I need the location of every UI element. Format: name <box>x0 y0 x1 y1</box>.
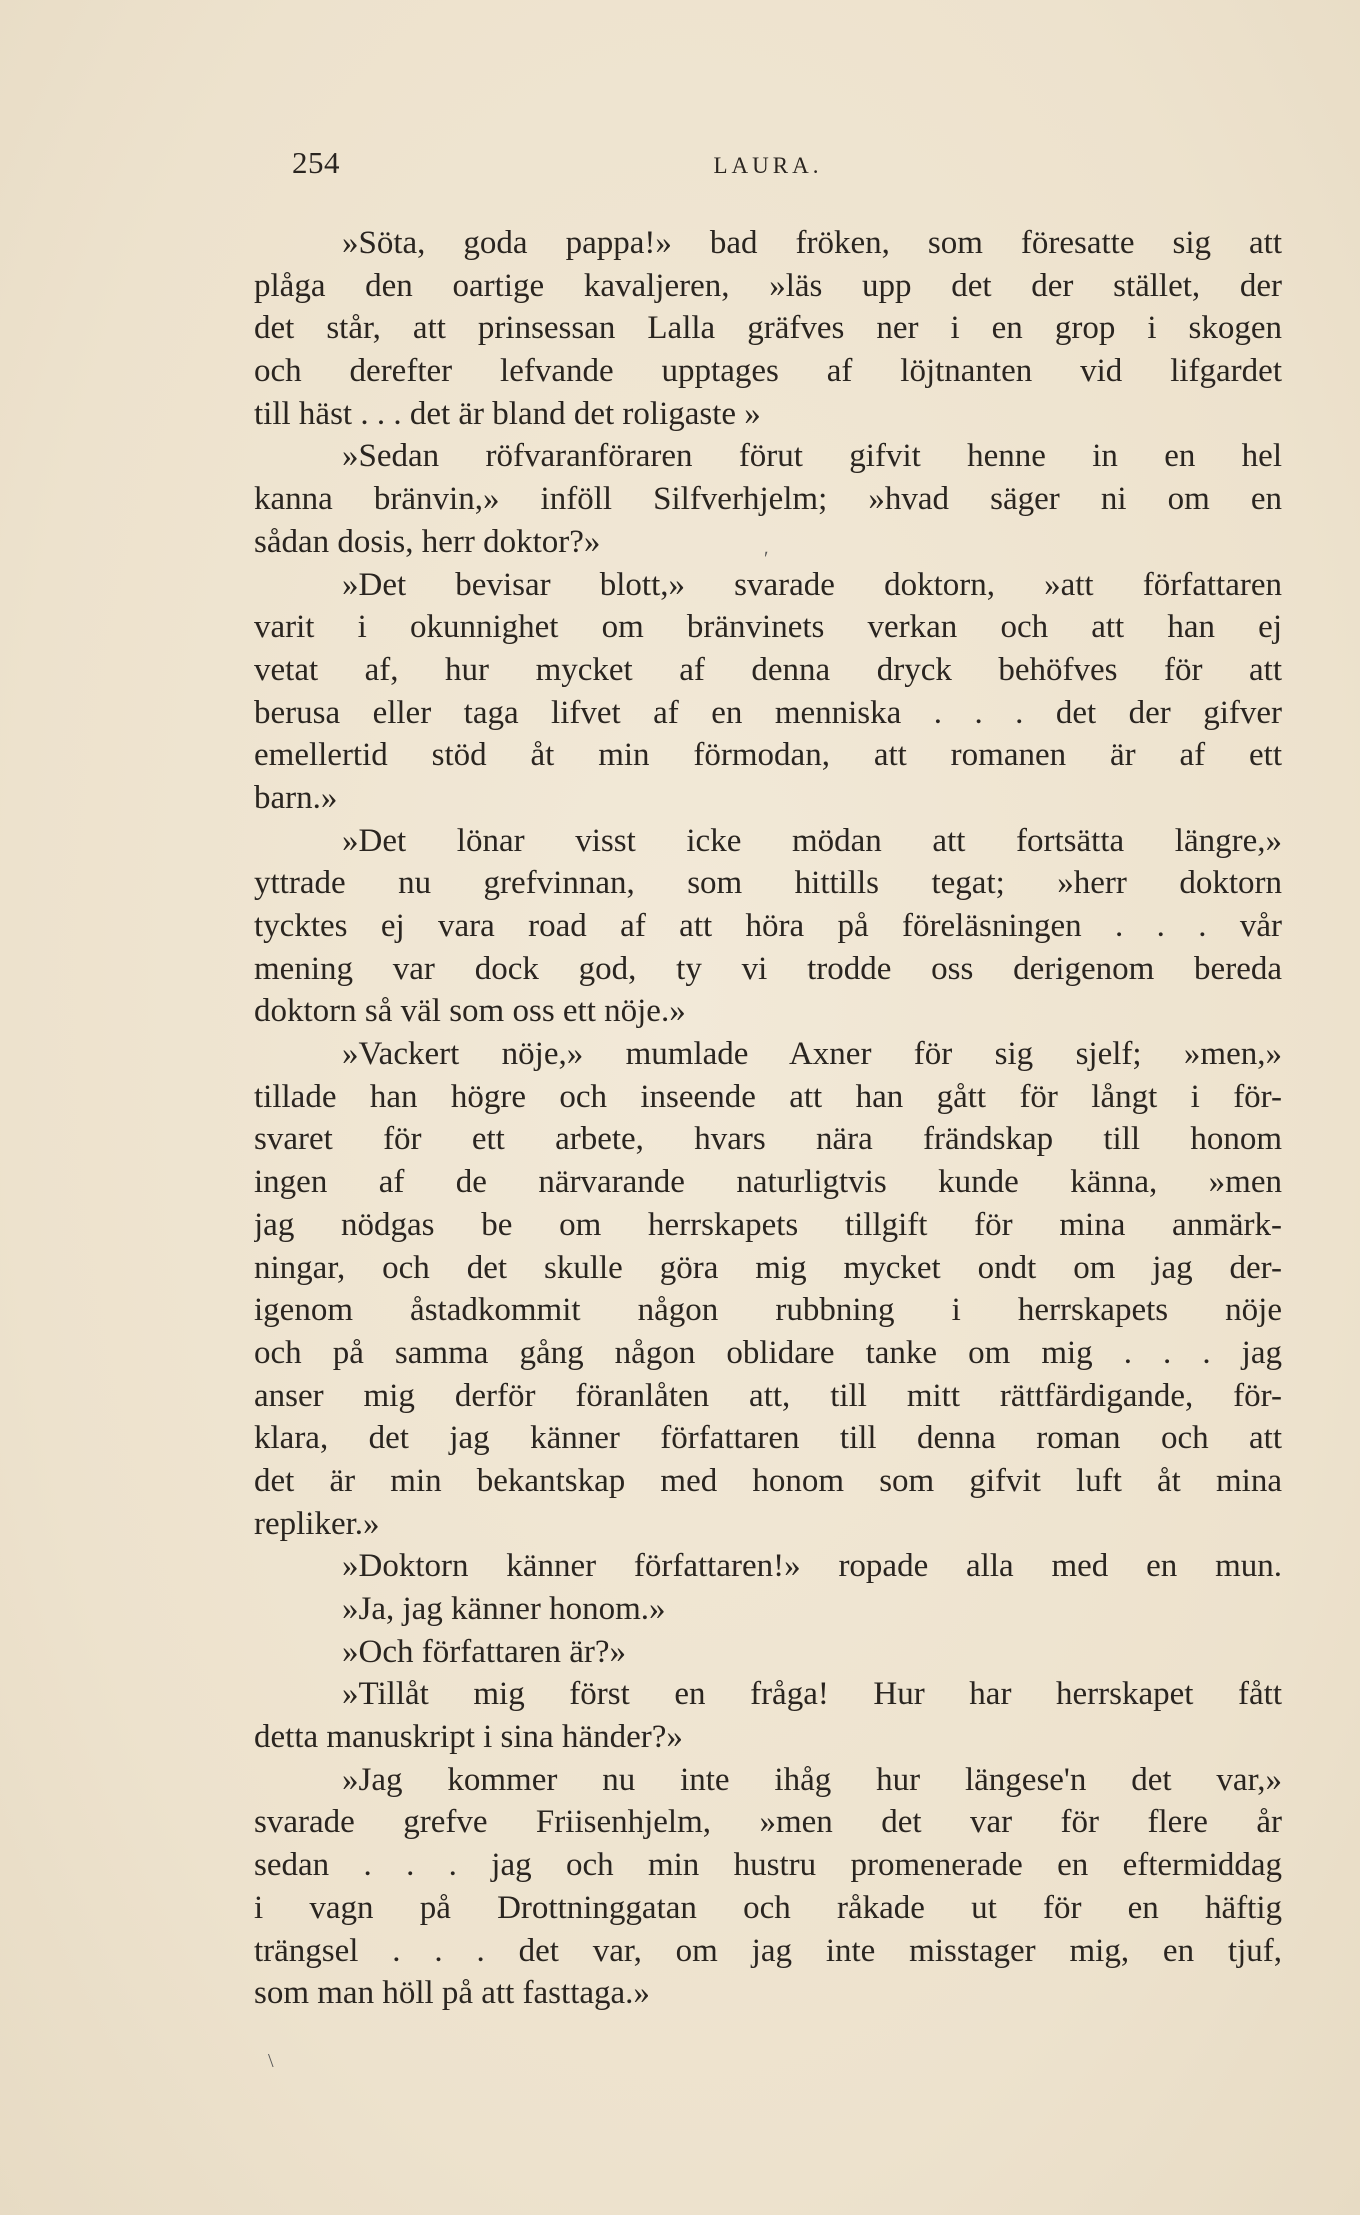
text-line: »Det lönar visst icke mödan att fortsätta längre,» <box>342 822 1282 859</box>
text-line: till häst . . . det är bland det roligaste » <box>254 395 761 432</box>
text-line: »Doktorn känner författaren!» ropade alla med en mun. <box>342 1548 1282 1585</box>
text-line: sedan . . . jag och min hustru promenerade en eftermiddag <box>254 1847 1282 1884</box>
text-line: »Och författaren är?» <box>342 1633 626 1670</box>
text-line: »Jag kommer nu inte ihåg hur längese'n det var,» <box>342 1761 1282 1798</box>
text-line: kanna bränvin,» inföll Silfverhjelm; »hvad säger ni om en <box>254 481 1282 518</box>
text-line: detta manuskript i sina händer?» <box>254 1719 683 1756</box>
text-line: plåga den oartige kavaljeren, »läs upp det der stället, der <box>254 267 1282 304</box>
text-line: »Vackert nöje,» mumlade Axner för sig sjelf; »men,» <box>342 1036 1282 1073</box>
text-line: det står, att prinsessan Lalla gräfves ner i en grop i skogen <box>254 310 1282 347</box>
text-line: doktorn så väl som oss ett nöje.» <box>254 993 686 1030</box>
print-speck: \ <box>268 2050 274 2072</box>
text-line: emellertid stöd åt min förmodan, att romanen är af ett <box>254 737 1282 774</box>
text-line: barn.» <box>254 779 338 816</box>
text-line: anser mig derför föranlåten att, till mitt rättfärdigande, för- <box>254 1377 1282 1414</box>
print-speck: ʹ <box>764 548 769 570</box>
text-line: och derefter lefvande upptages af löjtnanten vid lifgardet <box>254 353 1282 390</box>
text-line: varit i okunnighet om bränvinets verkan och att han ej <box>254 609 1282 646</box>
text-line: »Det bevisar blott,» svarade doktorn, »att författaren <box>342 566 1282 603</box>
text-line: svaret för ett arbete, hvars nära frändskap till honom <box>254 1121 1282 1158</box>
text-line: berusa eller taga lifvet af en menniska . . . det der gifver <box>254 694 1282 731</box>
running-title: LAURA. <box>713 153 823 178</box>
text-line: och på samma gång någon oblidare tanke om mig . . . jag <box>254 1334 1282 1371</box>
text-line: som man höll på att fasttaga.» <box>254 1975 650 2012</box>
text-line: mening var dock god, ty vi trodde oss derigenom bereda <box>254 950 1282 987</box>
text-line: sådan dosis, herr doktor?» <box>254 523 601 560</box>
text-line: det är min bekantskap med honom som gifvit luft åt mina <box>254 1462 1282 1499</box>
text-line: yttrade nu grefvinnan, som hittills tegat; »herr doktorn <box>254 865 1282 902</box>
text-line: trängsel . . . det var, om jag inte misstager mig, en tjuf, <box>254 1932 1282 1969</box>
text-line: vetat af, hur mycket af denna dryck behöfves för att <box>254 651 1282 688</box>
text-line: igenom åstadkommit någon rubbning i herrskapets nöje <box>254 1292 1282 1329</box>
page-number: 254 <box>292 145 340 180</box>
text-line: ingen af de närvarande naturligtvis kunde känna, »men <box>254 1164 1282 1201</box>
text-line: tillade han högre och inseende att han gått för långt i för- <box>254 1078 1282 1115</box>
text-line: »Tillåt mig först en fråga! Hur har herrskapet fått <box>342 1676 1282 1713</box>
text-line: repliker.» <box>254 1505 380 1542</box>
text-line: ningar, och det skulle göra mig mycket ondt om jag der- <box>254 1249 1282 1286</box>
text-line: tycktes ej vara road af att höra på föreläsningen . . . vår <box>254 908 1282 944</box>
text-line: svarade grefve Friisenhjelm, »men det var för flere år <box>254 1804 1282 1841</box>
text-line: jag nödgas be om herrskapets tillgift för mina anmärk- <box>254 1206 1282 1243</box>
body-text <box>254 222 1282 2015</box>
text-line: »Söta, goda pappa!» bad fröken, som föresatte sig att <box>342 225 1282 261</box>
text-line: »Sedan röfvaranföraren förut gifvit henne in en hel <box>342 438 1282 475</box>
text-line: »Ja, jag känner honom.» <box>342 1591 666 1627</box>
text-line: i vagn på Drottninggatan och råkade ut för en häftig <box>254 1889 1282 1926</box>
page-header <box>254 145 1282 191</box>
text-line: klara, det jag känner författaren till denna roman och att <box>254 1420 1282 1457</box>
